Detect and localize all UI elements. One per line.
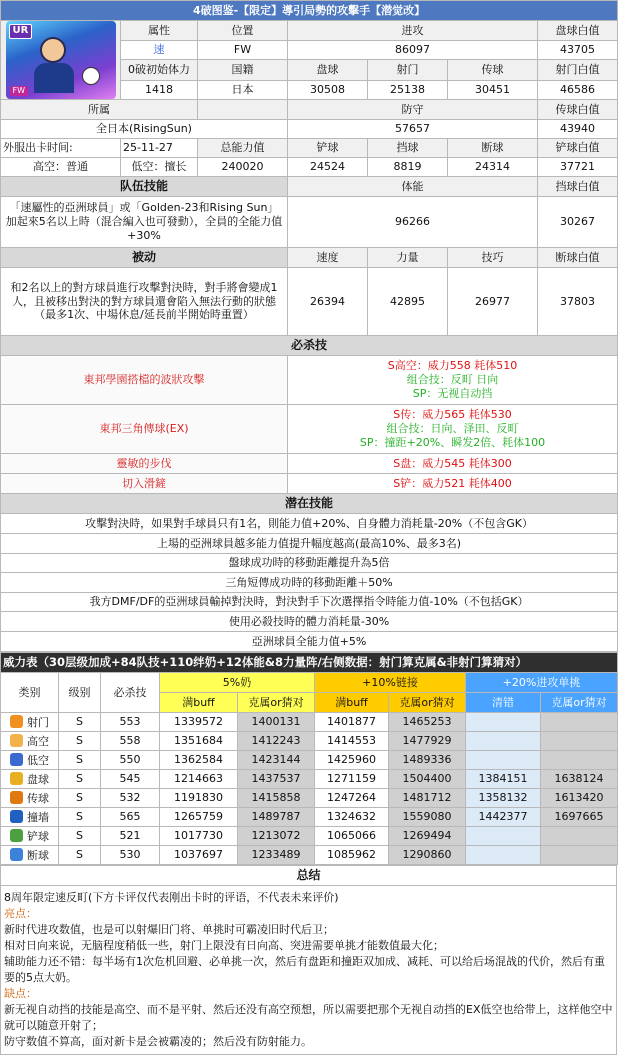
pros-1: 新时代进攻数值，也是可以射爆旧门将、单挑时可霸凌旧时代后卫； [4,923,334,936]
power-value: 1324632 [315,808,389,827]
power-category [1,789,59,808]
power-value: 1414553 [315,732,389,751]
power-value: 1504400 [389,770,466,789]
power-label: 力量 [368,248,448,268]
power-value: 1213072 [238,827,315,846]
special-header: 必杀技 [1,336,618,356]
power-table-title: 威力表（30层级加成+84队技+110绊奶+12体能&8力量阵/右侧数据：射门算克属&非射门算猜对） [1,653,618,673]
special-1-line-2: 组合技：反町 日向 [406,373,499,387]
shoot-base-label: 射门白值 [538,60,618,80]
power-value [466,751,541,770]
category-label: 断球 [27,848,49,862]
power-row [1,846,618,865]
card-portrait [6,21,116,99]
power-grade: S [59,808,101,827]
power-value: 1351684 [160,732,238,751]
position-tag: FW [10,86,29,96]
category-label: 铲球 [27,829,49,843]
power-value: 1214663 [160,770,238,789]
power-value: 1412243 [238,732,315,751]
pass-base-label: 传球白值 [538,100,618,120]
col-counter-1: 克属or猜对 [238,693,315,713]
player-body-icon [34,63,74,93]
latent-header: 潜在技能 [1,494,618,514]
category-icon [10,810,23,823]
power-value: 1477929 [389,732,466,751]
power-value [541,713,618,732]
speed-label: 速度 [288,248,368,268]
nationality-value: 日本 [198,80,288,99]
special-2-line-2: 组合技：日向、泽田、反町 [386,422,519,436]
power-category [1,808,59,827]
shoot-value: 25138 [368,80,448,99]
shoot-base-value: 46586 [538,80,618,99]
power-grade: S [59,789,101,808]
power-value: 42895 [368,268,448,336]
cons-label: 缺点： [4,987,37,1000]
power-value: 1442377 [466,808,541,827]
dribble-base-value: 43705 [538,41,618,60]
category-label: 传球 [27,791,49,805]
player-figure-icon [40,37,66,63]
category-icon [10,772,23,785]
ball-icon [82,67,100,85]
page-title: 4破图鉴-【限定】導引局勢的攻擊手【潜觉改】 [1,1,618,21]
category-icon [10,753,23,766]
special-name-2: 東邦三角傳球(EX) [1,405,288,454]
power-value [466,732,541,751]
col-category: 类别 [1,673,59,713]
power-value: 1697665 [541,808,618,827]
power-value: 1191830 [160,789,238,808]
cons-2: 防守数值不算高，面对新卡是会被霸凌的；然后没有防射能力。 [4,1035,312,1048]
tackle-label: 铲球 [288,139,368,158]
power-value: 1269494 [389,827,466,846]
technique-value: 26977 [448,268,538,336]
power-value: 1017730 [160,827,238,846]
power-value: 1339572 [160,713,238,732]
summary-header: 总结 [1,866,617,886]
total-value: 240020 [198,158,288,177]
high-ball-trait: 高空：普通 [1,158,121,177]
latent-item-1: 攻擊對決時，如果對手球員只有1名，則能力值+20%、自身體力消耗量-20%（不包含GK） [1,514,618,534]
power-grade: S [59,770,101,789]
power-row [1,827,618,846]
group-5pct: 5%奶 [160,673,315,693]
category-icon [10,734,23,747]
power-value: 1247264 [315,789,389,808]
special-1-line-3: SP：无视自动挡 [412,386,493,400]
power-category [1,732,59,751]
col-full-buff-2: 满buff [315,693,389,713]
power-value: 1358132 [466,789,541,808]
power-row [1,732,618,751]
power-value: 1465253 [389,713,466,732]
power-value: 1425960 [315,751,389,770]
group-20pct: +20%进攻单挑 [466,673,618,693]
power-value: 1065066 [315,827,389,846]
power-value: 1415858 [238,789,315,808]
power-row [1,770,618,789]
power-value [541,827,618,846]
team-affil-label: 所属 [1,100,198,120]
power-category [1,846,59,865]
cons-1: 新无视自动挡的技能是高空、而不是平射、然后还没有高空预想，所以需要把那个无视自动挡的EX低空也给带上，这样他空中就可以随意开射了； [4,1003,613,1032]
block-label: 挡球 [368,139,448,158]
defense-label: 防守 [288,100,538,120]
card-portrait-cell [1,21,121,100]
group-10pct: +10%链接 [315,673,466,693]
pros-2: 相对日向来说，无脑程度稍低一些，射门上限没有日向高、突进需要单挑才能数值最大化； [4,939,444,952]
attr-label: 属性 [121,21,198,41]
stamina-init-value: 1418 [121,80,198,99]
attack-label: 进攻 [288,21,538,41]
power-value: 1037697 [160,846,238,865]
intercept-label: 断球 [448,139,538,158]
power-row [1,808,618,827]
tackle-value: 24524 [288,158,368,177]
dribble-label: 盘球 [288,60,368,80]
latent-item-7: 亞洲球員全能力值+5% [1,632,618,652]
category-icon [10,715,23,728]
power-skill: 558 [101,732,160,751]
latent-item-3: 盤球成功時的移動距離提升為5倍 [1,554,618,573]
intercept-value: 24314 [448,158,538,177]
col-clear: 清错 [466,693,541,713]
power-value: 1489336 [389,751,466,770]
pass-base-value: 43940 [538,120,618,139]
special-3-line-1: S盘：威力545 耗体300 [288,454,618,474]
special-name-4: 切入滑鏟 [1,474,288,494]
category-label: 撞墙 [27,810,49,824]
stamina-value: 96266 [288,197,538,248]
latent-item-6: 使用必殺技時的體力消耗量-30% [1,612,618,632]
power-category [1,751,59,770]
power-value: 1384151 [466,770,541,789]
ur-badge: UR [9,24,33,39]
power-value: 1362584 [160,751,238,770]
attr-value: 速 [121,41,198,60]
power-category [1,713,59,732]
latent-item-4: 三角短傳成功時的移動距離＋50% [1,573,618,593]
power-value: 1638124 [541,770,618,789]
latent-item-2: 上場的亞洲球員越多能力值提升幅度越高(最高10%、最多3名) [1,534,618,554]
col-skill: 必杀技 [101,673,160,713]
speed-value: 26394 [288,268,368,336]
position-label: 位置 [198,21,288,41]
power-value: 1290860 [389,846,466,865]
shoot-label: 射门 [368,60,448,80]
special-2-line-3: SP：撞距+20%、瞬发2倍、耗体100 [359,435,546,449]
power-skill: 553 [101,713,160,732]
summary-table [0,865,617,1055]
category-label: 盘球 [27,772,49,786]
dribble-value: 30508 [288,80,368,99]
power-value: 1559080 [389,808,466,827]
col-grade: 级别 [59,673,101,713]
power-value: 1233489 [238,846,315,865]
col-full-buff-1: 满buff [160,693,238,713]
team-affil-value: 全日本(RisingSun) [1,120,288,139]
power-value [541,846,618,865]
power-value [541,751,618,770]
power-value [541,732,618,751]
position-value: FW [198,41,288,60]
special-1-line-1: S高空：威力558 耗体510 [387,359,518,373]
power-value: 1271159 [315,770,389,789]
summary-intro: 8周年限定速反町(下方卡评仅代表刚出卡时的评语，不代表未来评价) [4,891,339,904]
power-grade: S [59,827,101,846]
power-value [466,713,541,732]
power-table [0,652,618,865]
category-label: 射门 [27,715,49,729]
team-skill-text: 「速屬性的亞洲球員」或「Golden-23和Rising Sun」加起來5名以上時（混合編入也可發動），全員的全能力值+30% [1,197,288,248]
summary-body [1,886,617,1055]
attack-value: 86097 [288,41,538,60]
special-detail-1 [288,356,618,405]
power-value [466,846,541,865]
block-base-value: 30267 [538,197,618,248]
category-label: 高空 [27,734,49,748]
power-value: 1481712 [389,789,466,808]
power-value: 1423144 [238,751,315,770]
power-grade: S [59,846,101,865]
block-base-label: 挡球白值 [538,177,618,197]
passive-text: 和2名以上的對方球員進行攻擊對決時，對手將會變成1人，且被移出對決的對方球員還會陷入無法行動的狀態（最多1次、中場休息/延長前半開始時重置） [1,268,288,336]
special-4-line-1: S铲：威力521 耗体400 [288,474,618,494]
power-row [1,713,618,732]
release-value: 25-11-27 [121,139,198,158]
latent-item-5: 我方DMF/DF的亞洲球員輸掉對決時，對決對手下次選擇指令時能力值-10%（不包括GK） [1,593,618,612]
col-counter-2: 克属or猜对 [389,693,466,713]
release-label: 外服出卡时间: [1,139,121,158]
defense-value: 57657 [288,120,538,139]
power-skill: 550 [101,751,160,770]
special-2-line-1: S传：威力565 耗体530 [393,408,512,422]
power-value: 1085962 [315,846,389,865]
power-value: 1437537 [238,770,315,789]
power-grade: S [59,732,101,751]
power-grade: S [59,751,101,770]
passive-header: 被动 [1,248,288,268]
pros-label: 亮点： [4,907,37,920]
power-skill: 530 [101,846,160,865]
power-grade: S [59,713,101,732]
tackle-base-label: 铲球白值 [538,139,618,158]
total-label: 总能力值 [198,139,288,158]
team-skill-header: 队伍技能 [1,177,288,197]
power-value: 1489787 [238,808,315,827]
special-name-3: 靈敏的步伐 [1,454,288,474]
power-skill: 565 [101,808,160,827]
dribble-base-label: 盘球白值 [538,21,618,41]
technique-label: 技巧 [448,248,538,268]
power-skill: 545 [101,770,160,789]
category-icon [10,791,23,804]
block-value: 8819 [368,158,448,177]
power-value: 1400131 [238,713,315,732]
pass-value: 30451 [448,80,538,99]
power-category [1,770,59,789]
power-skill: 532 [101,789,160,808]
intercept-base-label: 断球白值 [538,248,618,268]
pros-3: 辅助能力还不错：每半场有1次危机回避、必单挑一次，然后有盘距和撞距双加成、减耗、可以给后场混战的代价，然后有重要的5点大奶。 [4,955,605,984]
power-value: 1401877 [315,713,389,732]
intercept-base-value: 37803 [538,268,618,336]
category-label: 低空 [27,753,49,767]
tackle-base-value: 37721 [538,158,618,177]
power-row [1,789,618,808]
category-icon [10,848,23,861]
power-value: 1613420 [541,789,618,808]
power-value [466,827,541,846]
nationality-label: 国籍 [198,60,288,80]
power-category [1,827,59,846]
stamina-init-label: 0破初始体力 [121,60,198,80]
stamina-label: 体能 [288,177,538,197]
power-row [1,751,618,770]
special-name-1: 東邦學園搭檔的波狀攻擊 [1,356,288,405]
power-value: 1265759 [160,808,238,827]
special-detail-2 [288,405,618,454]
pass-label: 传球 [448,60,538,80]
power-skill: 521 [101,827,160,846]
low-ball-trait: 低空：擅长 [121,158,198,177]
category-icon [10,829,23,842]
col-counter-3: 克属or猜对 [541,693,618,713]
